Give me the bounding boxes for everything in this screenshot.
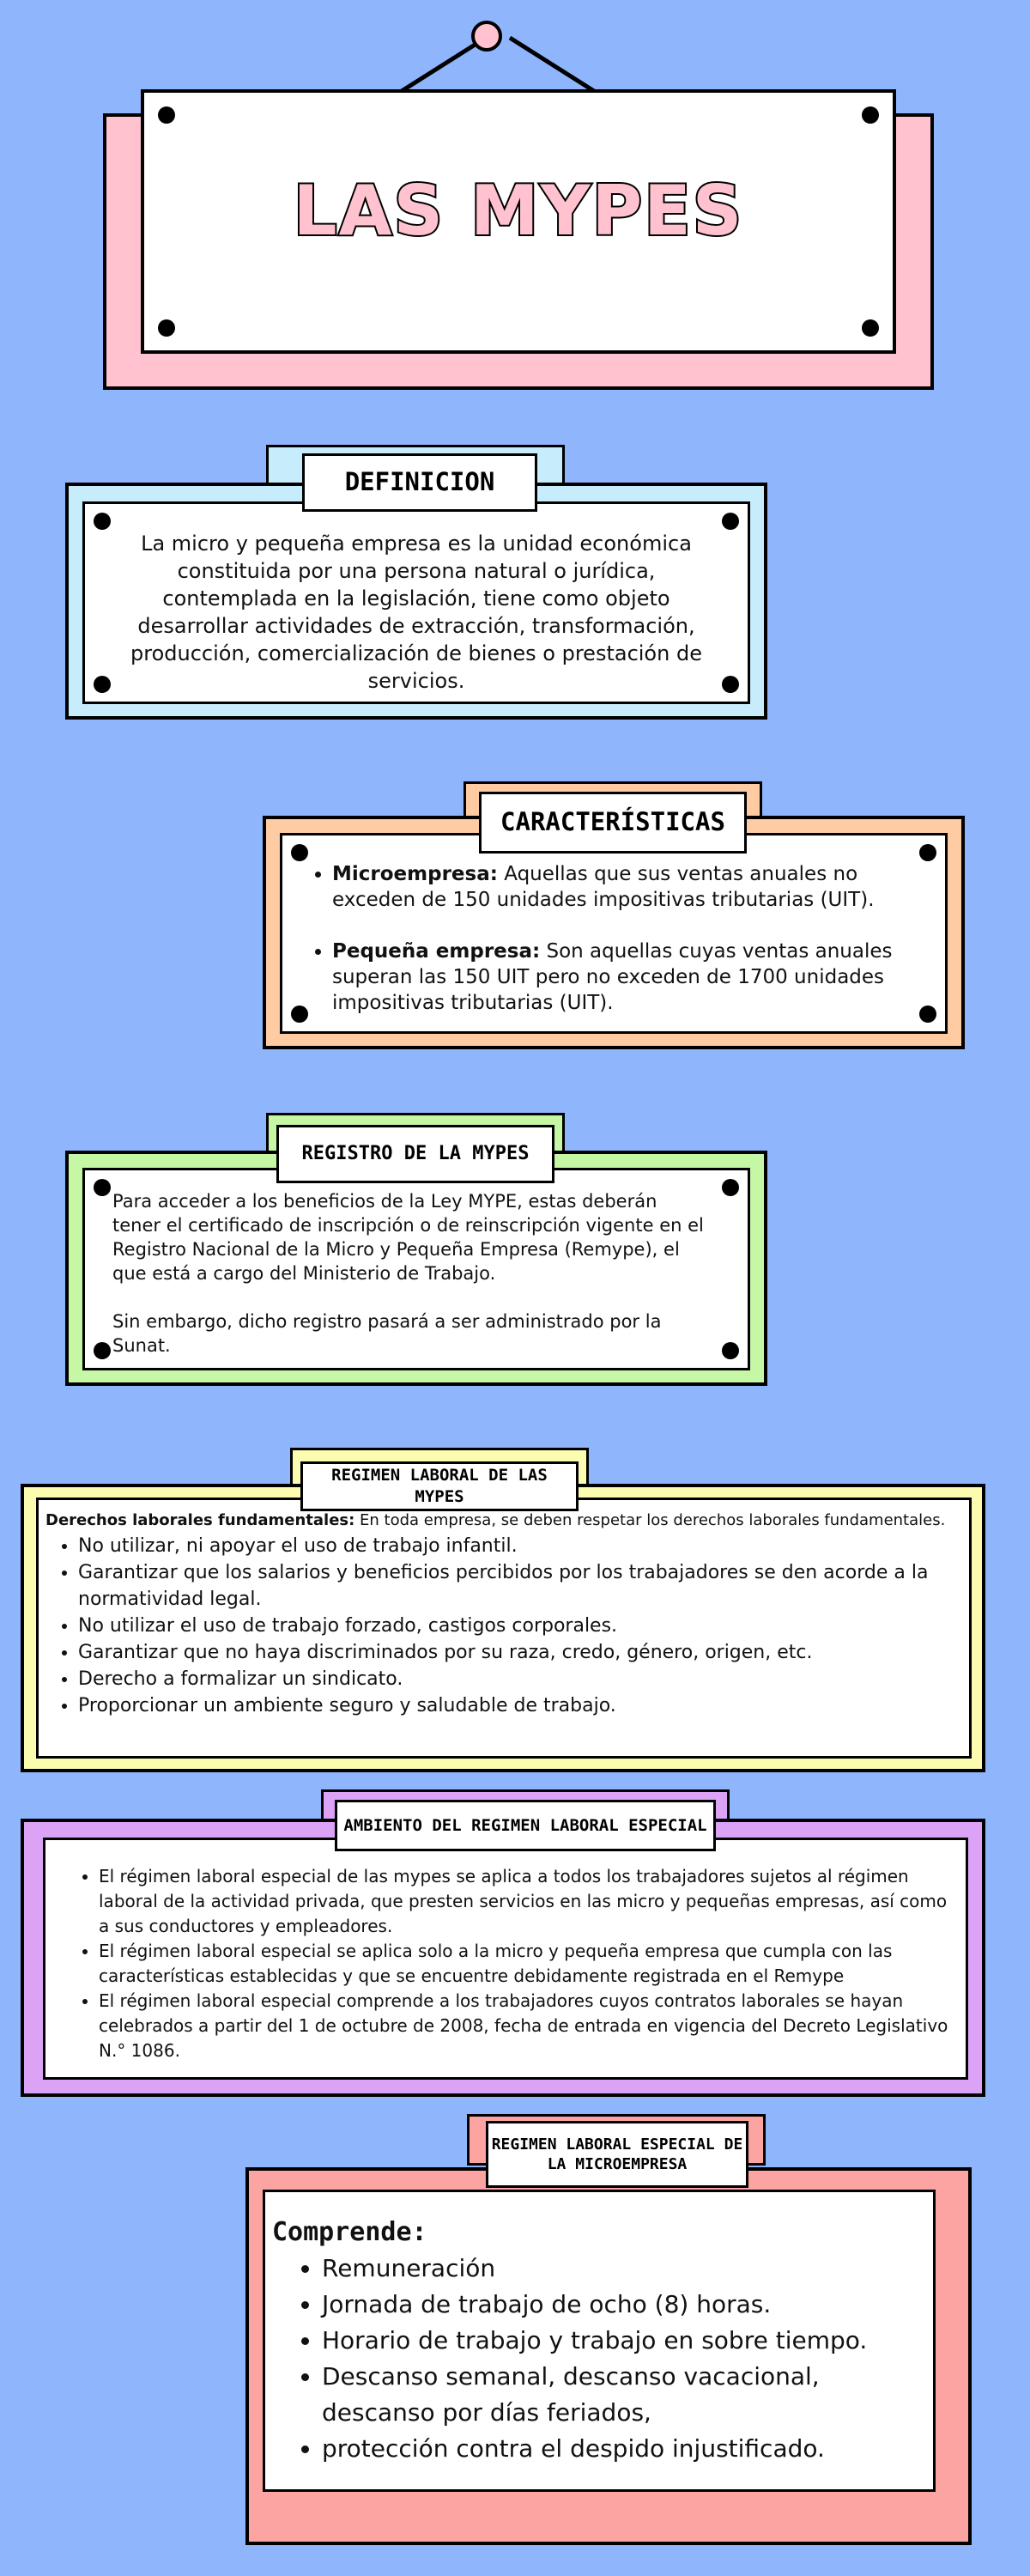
list-item: • protección contra el despido injustificado. bbox=[322, 2431, 923, 2467]
pin-icon bbox=[291, 1005, 308, 1023]
regimen-list bbox=[45, 1533, 952, 1719]
list-item: • El régimen laboral especial se aplica solo a la micro y pequeña empresa que cumpla con las características establecidas y que se encuentre debidamente registrada en el Remype bbox=[99, 1939, 950, 1989]
microempresa-title-line: REGIMEN LABORAL ESPECIAL DE bbox=[491, 2135, 743, 2154]
pin-icon bbox=[94, 1342, 111, 1359]
item-text: Aquellas que sus ventas anuales no exceden de 150 unidades impositivas tributarias (UIT). bbox=[332, 863, 875, 911]
item-label: Pequeña empresa: bbox=[332, 940, 541, 963]
pin-icon bbox=[158, 106, 175, 124]
registro-body bbox=[112, 1189, 710, 1358]
title-sign-board bbox=[141, 89, 896, 354]
pin-icon bbox=[862, 319, 879, 337]
registro-card bbox=[82, 1168, 750, 1370]
list-item: • Descanso semanal, descanso vacacional, descanso por días feriados, bbox=[322, 2359, 923, 2431]
pin-icon bbox=[158, 319, 175, 337]
caracteristicas-list bbox=[332, 861, 914, 1016]
pin-icon bbox=[722, 513, 739, 530]
microempresa-body bbox=[272, 2216, 923, 2467]
microempresa-title bbox=[486, 2121, 748, 2188]
list-item: • Proporcionar un ambiente seguro y saludable de trabajo. bbox=[78, 1692, 952, 1719]
pin-icon bbox=[722, 676, 739, 693]
definicion-title: DEFINICION bbox=[302, 453, 537, 512]
registro-paragraph: Sin embargo, dicho registro pasará a ser administrado por la Sunat. bbox=[112, 1311, 662, 1356]
list-item: • No utilizar, ni apoyar el uso de trabajo infantil. bbox=[78, 1533, 952, 1559]
regimen-body bbox=[45, 1510, 952, 1719]
microempresa-heading: Comprende: bbox=[272, 2217, 427, 2247]
pin-icon bbox=[722, 1342, 739, 1359]
ambiente-title: AMBIENTO DEL REGIMEN LABORAL ESPECIAL bbox=[335, 1800, 716, 1851]
list-item: • Garantizar que los salarios y beneficios percibidos por los trabajadores se den acorde a la normatividad legal. bbox=[78, 1559, 952, 1613]
pin-icon bbox=[291, 844, 308, 861]
caracteristicas-title: CARACTERÍSTICAS bbox=[479, 792, 747, 854]
pin-icon bbox=[722, 1179, 739, 1196]
intro-label: Derechos laborales fundamentales: bbox=[45, 1511, 355, 1529]
ambiente-card bbox=[43, 1838, 968, 2080]
regimen-title: REGIMEN LABORAL DE LAS MYPES bbox=[300, 1461, 579, 1511]
microempresa-title-line: LA MICROEMPRESA bbox=[547, 2155, 688, 2173]
hanging-string-icon bbox=[395, 17, 601, 94]
list-item: • Jornada de trabajo de ocho (8) horas. bbox=[322, 2287, 923, 2323]
pin-icon bbox=[919, 1005, 936, 1023]
list-item: • Remuneración bbox=[322, 2251, 923, 2287]
list-item: • El régimen laboral especial comprende a los trabajadores cuyos contratos laborales se hayan celebrados a partir del 1 de octubre de 2008, fecha de entrada en vigencia del Decreto Legislativo N.° 1086. bbox=[99, 1989, 950, 2063]
intro-text: En toda empresa, se deben respetar los derechos laborales fundamentales. bbox=[354, 1511, 946, 1529]
list-item: • Garantizar que no haya discriminados por su raza, credo, género, origen, etc. bbox=[78, 1639, 952, 1666]
definicion-text: La micro y pequeña empresa es la unidad económica constituida por una persona natural o jurídica, contemplada en la legislación, tiene como objeto desarrollar actividades de extracción, transformación, producción, comercialización de bienes o prestación de servicios. bbox=[130, 532, 702, 693]
microempresa-card bbox=[263, 2190, 936, 2492]
pin-icon bbox=[94, 676, 111, 693]
regimen-card bbox=[36, 1498, 972, 1759]
list-item: • No utilizar el uso de trabajo forzado, castigos corporales. bbox=[78, 1613, 952, 1639]
item-label: Microempresa: bbox=[332, 863, 498, 885]
caracteristicas-card bbox=[280, 833, 948, 1034]
list-item: • Derecho a formalizar un sindicato. bbox=[78, 1666, 952, 1692]
pin-icon bbox=[94, 1179, 111, 1196]
definicion-card bbox=[82, 501, 750, 704]
list-item bbox=[332, 861, 914, 913]
microempresa-list bbox=[272, 2251, 923, 2467]
pin-icon bbox=[862, 106, 879, 124]
regimen-intro bbox=[45, 1510, 952, 1531]
page-title: LAS MYPES bbox=[293, 171, 744, 251]
item-text: Son aquellas cuyas ventas anuales superan las 150 UIT pero no exceden de 1700 unidades impositivas tributarias (UIT). bbox=[332, 940, 893, 1014]
list-item: • Horario de trabajo y trabajo en sobre tiempo. bbox=[322, 2323, 923, 2359]
ambiente-list bbox=[80, 1864, 950, 2063]
pin-icon bbox=[919, 844, 936, 861]
list-item bbox=[332, 939, 914, 1016]
list-item: • El régimen laboral especial de las mypes se aplica a todos los trabajadores sujetos al régimen laboral de la actividad privada, que presten servicios en las micro y pequeñas empresas, así como a sus conductores y empleadores. bbox=[99, 1864, 950, 1939]
registro-paragraph: Para acceder a los beneficios de la Ley MYPE, estas deberán tener el certificado de inscripción o de reinscripción vigente en el Registro Nacional de la Micro y Pequeña Empresa (Remype), el que está a cargo del Ministerio de Trabajo. bbox=[112, 1191, 704, 1284]
registro-title: REGISTRO DE LA MYPES bbox=[276, 1125, 554, 1183]
pin-icon bbox=[94, 513, 111, 530]
